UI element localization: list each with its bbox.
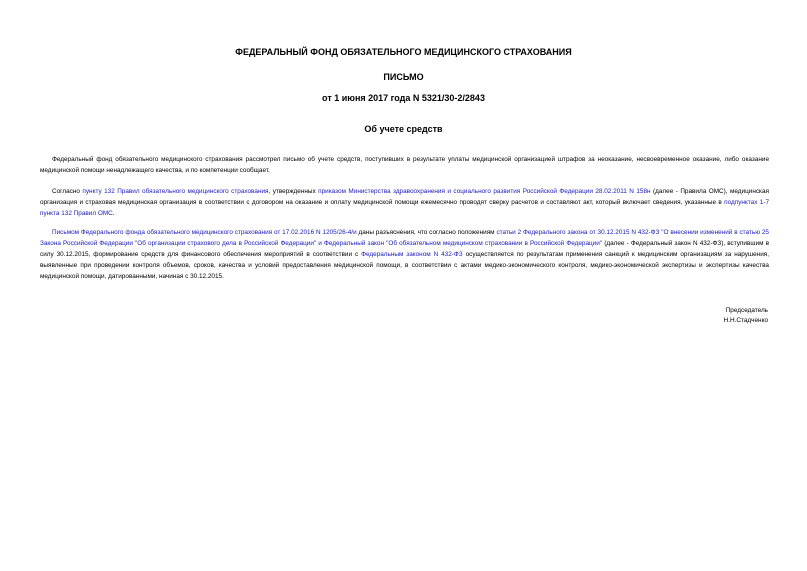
document-subject: Об учете средств xyxy=(364,124,443,134)
document-date-number: от 1 июня 2017 года N 5321/30-2/2843 xyxy=(322,93,485,103)
paragraph-2 xyxy=(40,186,769,219)
signatory-name: Н.Н.Стадченко xyxy=(723,317,768,324)
paragraph-text: , утвержденных xyxy=(268,188,319,195)
link-federal-law-432[interactable]: Федеральным законом N 432-ФЗ xyxy=(361,251,463,258)
link-subpoints-1-7[interactable]: подпунктах 1-7 пункта 132 Правил ОМС xyxy=(40,199,769,217)
paragraph-text: (далее - Федеральный закон N 432-ФЗ), вступившим в силу 30.12.2015, формирование средств для финансового обеспечения мероприятий в соответствии с xyxy=(40,240,769,258)
paragraph-text: осуществляется по результатам применения санкций к медицинским организациям за нарушения, выявленные при проведении контроля объемов, сроков, качества и условий предоставления медицинской помощи, в соответствии с актами медико-экономического контроля, медико-экономической экспертизы и экспертизы качества медицинской помощи, датированными, начиная с 30.12.2015. xyxy=(40,251,770,280)
organization-title: ФЕДЕРАЛЬНЫЙ ФОНД ОБЯЗАТЕЛЬНОГО МЕДИЦИНСКОГО СТРАХОВАНИЯ xyxy=(235,47,572,57)
paragraph-text: даны разъяснения, что согласно положениям xyxy=(356,229,497,236)
paragraph-1: Федеральный фонд обязательного медицинского страхования рассмотрел письмо об учете средств, поступивших в результате уплаты медицинской организацией штрафов за неоказание, несвоевременное оказание, либо оказание медицинской помощи ненадлежащего качества, и по компетенции сообщает. xyxy=(40,156,769,174)
paragraph-text: Согласно xyxy=(52,188,83,195)
link-ministry-order[interactable]: приказом Министерства здравоохранения и социального развития Российской Федерации 28.02.2011 N 158н xyxy=(318,188,651,195)
link-rules-point-132[interactable]: пункту 132 Правил обязательного медицинского страхования xyxy=(82,188,269,195)
document-type: ПИСЬМО xyxy=(383,72,424,82)
link-federal-law-article-2[interactable]: статьи 2 Федерального закона от 30.12.2015 N 432-ФЗ "О внесении изменений в статью 25 Закона Российской Федерации "Об организации страхового дела в Российской Федерации" и Федеральный закон "Об обязательном медицинском страховании в Российской Федерации" xyxy=(40,229,769,247)
link-ffoms-letter[interactable]: Письмом Федерального фонда обязательного медицинского страхования от 17.02.2016 N 1205/26-4/и xyxy=(52,229,357,236)
paragraph-text: . xyxy=(112,210,115,217)
paragraph-3 xyxy=(40,227,769,282)
paragraph-text: (далее - Правила ОМС), медицинская организация и страховая медицинская организация в соответствии с договором на оказание и оплату медицинской помощи ежемесячно проводят сверку расчетов и составляют акт, который включает сведения, указанные в xyxy=(40,188,769,206)
signatory-title: Председатель xyxy=(725,307,768,314)
